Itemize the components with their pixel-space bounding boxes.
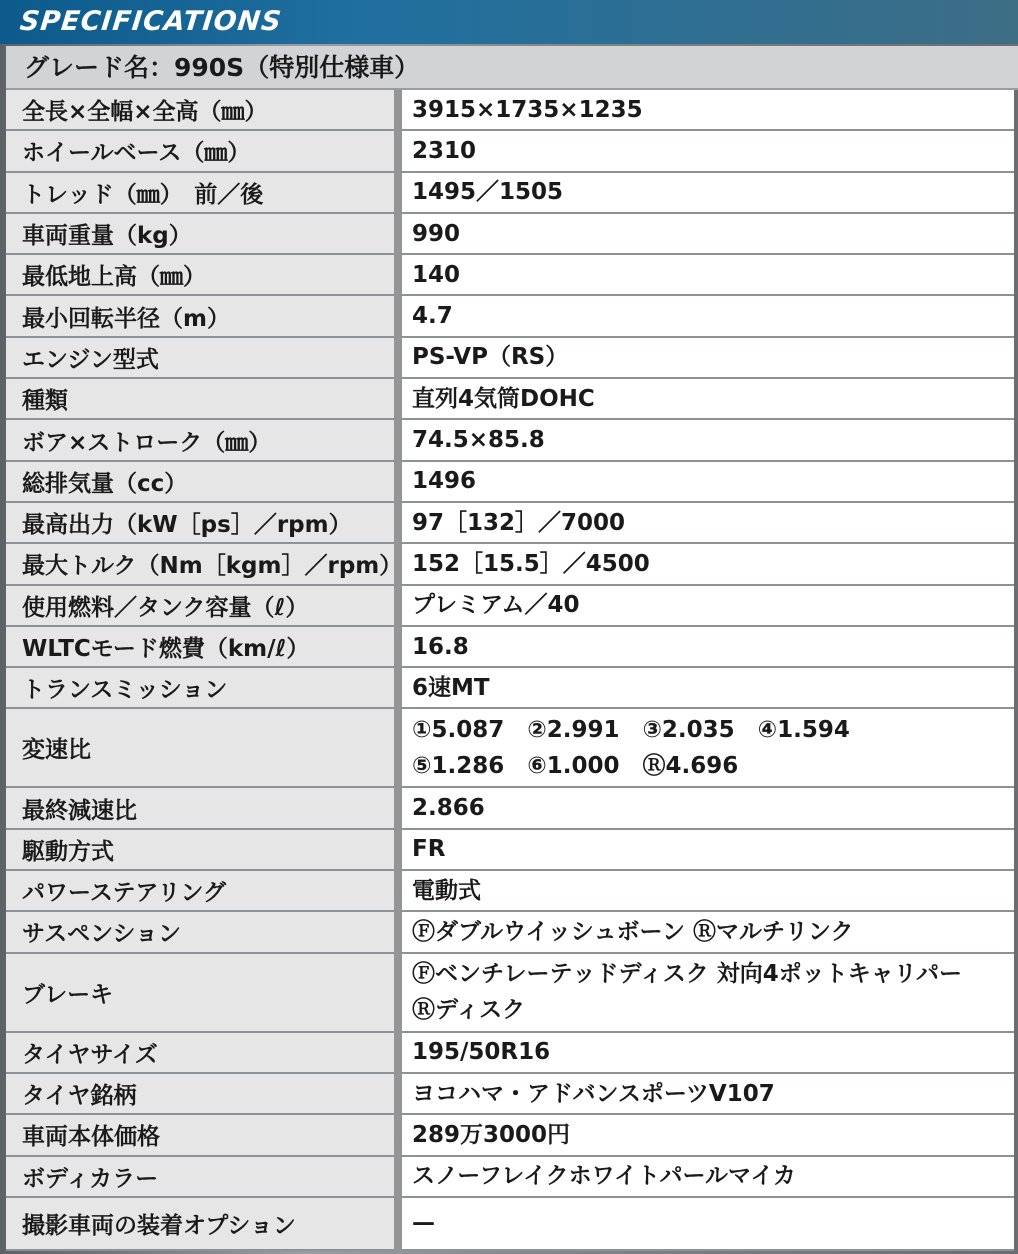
row-value-line: 74.5×85.8 (412, 427, 545, 454)
row-value-line: 4.7 (412, 303, 453, 330)
row-value-line: 2310 (412, 137, 477, 164)
row-value (402, 296, 1014, 337)
row-value (402, 131, 1014, 172)
row-value-line: 直列4気筒DOHC (412, 385, 595, 412)
row-label: エンジン型式 (6, 338, 394, 379)
row-value-line: 1495／1505 (412, 179, 564, 206)
row-value (402, 788, 1014, 829)
row-value (402, 462, 1014, 503)
table-row (6, 255, 1018, 296)
row-label: ブレーキ (6, 954, 394, 1033)
row-label: 変速比 (6, 709, 394, 788)
table-row (6, 586, 1018, 627)
table-row (6, 90, 1018, 131)
table-row (6, 503, 1018, 544)
row-value (402, 379, 1014, 420)
row-value-line: Ⓕダブルウイッシュボーン Ⓡマルチリンク (412, 918, 854, 945)
header-title: SPECIFICATIONS (18, 6, 284, 37)
table-row (6, 1198, 1018, 1251)
row-label: 駆動方式 (6, 830, 394, 871)
row-value (402, 503, 1014, 544)
row-value-line: 195/50R16 (412, 1039, 551, 1066)
table-row (6, 1115, 1018, 1156)
row-value (402, 255, 1014, 296)
row-value (402, 338, 1014, 379)
table-row (6, 338, 1018, 379)
row-value (402, 1115, 1014, 1156)
row-value (402, 912, 1014, 953)
row-label: 最高出力（kW［ps］／rpm） (6, 503, 394, 544)
row-value-line: ⑤1.286 ⑥1.000 Ⓡ4.696 (412, 752, 739, 779)
header-bar (0, 0, 1018, 44)
row-value-line: ①5.087 ②2.991 ③2.035 ④1.594 (412, 716, 850, 743)
row-value-line: 152［15.5］／4500 (412, 550, 650, 577)
table-row (6, 627, 1018, 668)
grade-bar (6, 46, 1018, 90)
table-row (6, 912, 1018, 953)
row-value (402, 420, 1014, 461)
row-label: 最低地上高（㎜） (6, 255, 394, 296)
table-row (6, 296, 1018, 337)
row-value (402, 871, 1014, 912)
row-value-line: 990 (412, 220, 461, 247)
grade-title: グレード名：990S（特別仕様車） (24, 53, 420, 82)
row-value-line: 6速MT (412, 674, 490, 701)
row-value (402, 709, 1014, 788)
row-value-line: PS-VP（RS） (412, 344, 569, 371)
row-value-line: 2.866 (412, 795, 485, 822)
row-value (402, 1157, 1014, 1198)
row-value-line: プレミアム／40 (412, 592, 580, 619)
row-value-line: ヨコハマ・アドバンスポーツV107 (412, 1080, 775, 1107)
row-value (402, 1074, 1014, 1115)
row-value (402, 954, 1014, 1033)
row-label: 総排気量（cc） (6, 462, 394, 503)
row-value (402, 627, 1014, 668)
row-value (402, 1033, 1014, 1074)
table-row (6, 379, 1018, 420)
row-value (402, 214, 1014, 255)
table-row (6, 420, 1018, 461)
row-value-line: FR (412, 836, 446, 863)
table-row (6, 788, 1018, 829)
row-label: 車両本体価格 (6, 1115, 394, 1156)
row-label: タイヤサイズ (6, 1033, 394, 1074)
row-value (402, 1198, 1014, 1251)
table-row (6, 830, 1018, 871)
row-value-line: 電動式 (412, 877, 481, 904)
table-row (6, 544, 1018, 585)
row-value-line: — (412, 1210, 435, 1237)
row-value-line: 3915×1735×1235 (412, 96, 643, 123)
row-label: 全長×全幅×全高（㎜） (6, 90, 394, 131)
row-label: サスペンション (6, 912, 394, 953)
table-row (6, 1074, 1018, 1115)
row-label: 最小回転半径（m） (6, 296, 394, 337)
row-value (402, 90, 1014, 131)
table-row (6, 668, 1018, 709)
row-value-line: Ⓡディスク (412, 997, 526, 1024)
row-label: 撮影車両の装着オプション (6, 1198, 394, 1251)
row-label: 使用燃料／タンク容量（ℓ） (6, 586, 394, 627)
row-label: トレッド（㎜） 前／後 (6, 173, 394, 214)
row-value (402, 544, 1014, 585)
row-label: 最終減速比 (6, 788, 394, 829)
row-label: ボア×ストローク（㎜） (6, 420, 394, 461)
row-value-line: スノーフレイクホワイトパールマイカ (412, 1163, 796, 1190)
row-value-line: 1496 (412, 468, 477, 495)
row-value-line: 140 (412, 261, 461, 288)
row-label: タイヤ銘柄 (6, 1074, 394, 1115)
row-value (402, 830, 1014, 871)
table-row (6, 1033, 1018, 1074)
table-row (6, 131, 1018, 172)
row-value (402, 173, 1014, 214)
table-row (6, 709, 1018, 788)
row-label: 種類 (6, 379, 394, 420)
row-label: WLTCモード燃費（km/ℓ） (6, 627, 394, 668)
table-row (6, 871, 1018, 912)
row-value-line: Ⓕベンチレーテッドディスク 対向4ポットキャリパー (412, 961, 963, 988)
table-row (6, 214, 1018, 255)
row-label: ボディカラー (6, 1157, 394, 1198)
spec-table (6, 90, 1018, 1251)
table-row (6, 954, 1018, 1033)
row-value-line: 97［132］／7000 (412, 509, 626, 536)
row-label: ホイールベース（㎜） (6, 131, 394, 172)
row-label: 最大トルク（Nm［kgm］／rpm） (6, 544, 394, 585)
row-label: トランスミッション (6, 668, 394, 709)
table-row (6, 173, 1018, 214)
row-value (402, 668, 1014, 709)
row-value (402, 586, 1014, 627)
row-label: パワーステアリング (6, 871, 394, 912)
row-label: 車両重量（kg） (6, 214, 394, 255)
row-value-line: 289万3000円 (412, 1121, 571, 1148)
table-row (6, 462, 1018, 503)
table-row (6, 1157, 1018, 1198)
row-value-line: 16.8 (412, 633, 469, 660)
